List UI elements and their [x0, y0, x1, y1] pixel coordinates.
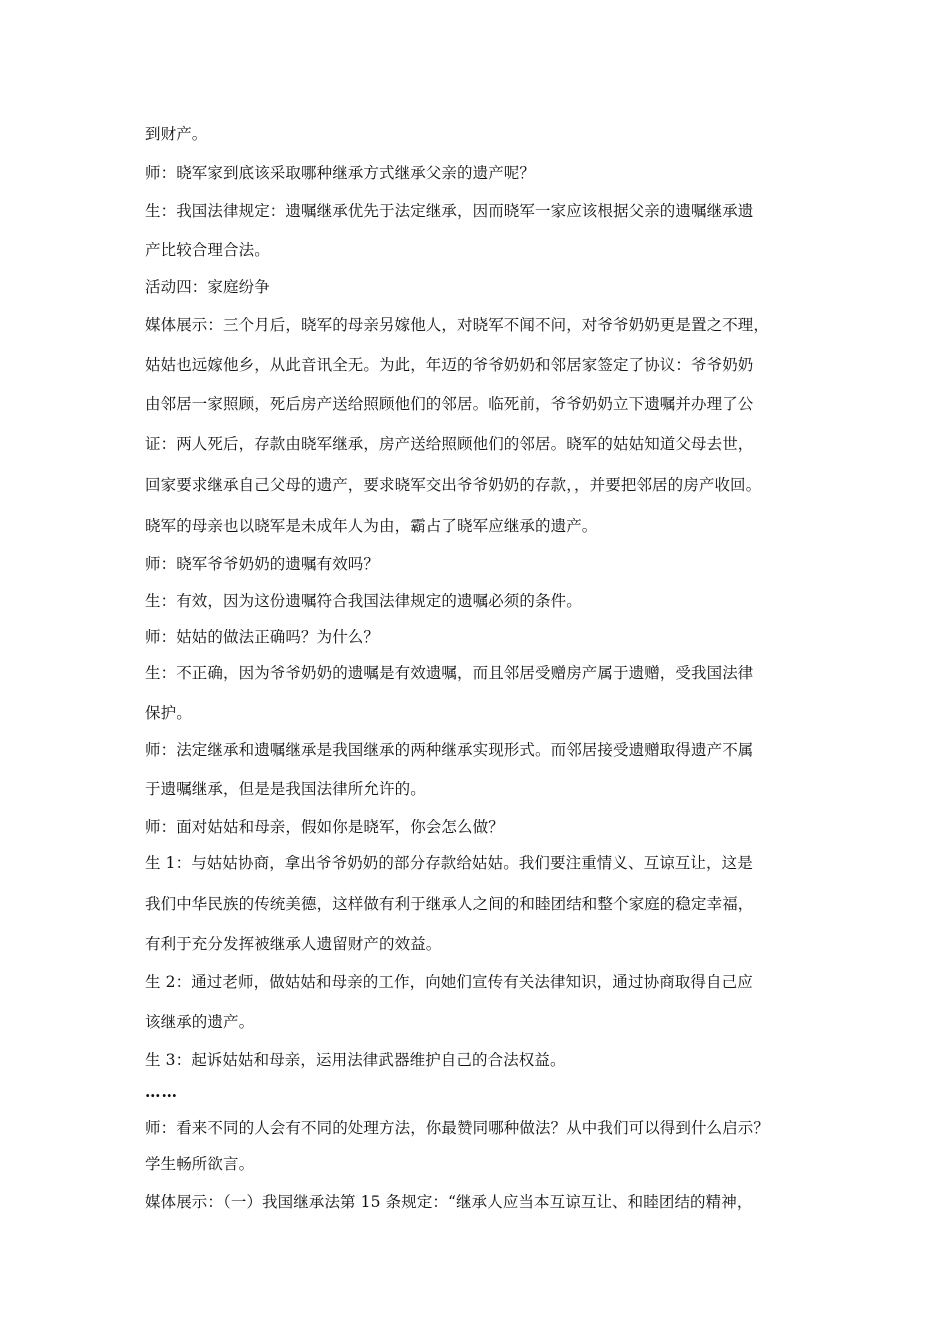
- text-line: 于遗嘱继承，但是是我国法律所允许的。: [145, 780, 426, 798]
- text-line: 由邻居一家照顾，死后房产送给照顾他们的邻居。临死前，爷爷奶奶立下遗嘱并办理了公: [145, 395, 754, 413]
- text-line: 回家要求继承自己父母的遗产，要求晓军交出爷爷奶奶的存款，，并要把邻居的房产收回。: [145, 476, 762, 494]
- text-line: 产比较合理合法。: [145, 241, 270, 259]
- text-line: 我们中华民族的传统美德，这样做有利于继承人之间的和睦团结和整个家庭的稳定幸福，: [145, 895, 754, 913]
- text-line: 生：有效，因为这份遗嘱符合我国法律规定的遗嘱必须的条件。: [145, 592, 582, 610]
- text-line: 姑姑也远嫁他乡，从此音讯全无。为此，年迈的爷爷奶奶和邻居家签定了协议：爷爷奶奶: [145, 356, 754, 374]
- text-line: 生：不正确，因为爷爷奶奶的遗嘱是有效遗嘱，而且邻居受赠房产属于遗赠，受我国法律: [145, 664, 754, 682]
- text-line: 生 1：与姑姑协商，拿出爷爷奶奶的部分存款给姑姑。我们要注重情义、互谅互让，这是: [145, 854, 753, 872]
- text-line: 师：姑姑的做法正确吗？为什么？: [145, 628, 380, 646]
- text-line: 学生畅所欲言。: [145, 1155, 255, 1173]
- text-line: 师：面对姑姑和母亲，假如你是晓军，你会怎么做？: [145, 818, 504, 836]
- text-line: 媒体展示：三个月后，晓军的母亲另嫁他人，对晓军不闻不问，对爷爷奶奶更是置之不理，: [145, 316, 770, 334]
- text-line: 活动四：家庭纷争: [145, 278, 270, 296]
- text-line: 师：看来不同的人会有不同的处理方法，你最赞同哪种做法？从中我们可以得到什么启示？: [145, 1119, 770, 1137]
- text-line: 生 2：通过老师，做姑姑和母亲的工作，向她们宣传有关法律知识，通过协商取得自己应: [145, 973, 753, 991]
- text-line: 师：晓军家到底该采取哪种继承方式继承父亲的遗产呢？: [145, 164, 536, 182]
- text-line: 师：法定继承和遗嘱继承是我国继承的两种继承实现形式。而邻居接受遗赠取得遗产不属: [145, 741, 754, 759]
- text-line: 媒体展示：（一）我国继承法第 15 条规定：“继承人应当本互谅互让、和睦团结的精神，: [145, 1193, 753, 1211]
- text-line: 证：两人死后，存款由晓军继承，房产送给照顾他们的邻居。晓军的姑姑知道父母去世，: [145, 435, 754, 453]
- text-line: 到财产。: [145, 125, 208, 143]
- ellipsis: ……: [145, 1082, 178, 1101]
- text-line: 该继承的遗产。: [145, 1013, 255, 1031]
- text-line: 有利于充分发挥被继承人遗留财产的效益。: [145, 935, 442, 953]
- text-line: 师：晓军爷爷奶奶的遗嘱有效吗？: [145, 555, 380, 573]
- text-line: 保护。: [145, 704, 192, 722]
- text-line: 生：我国法律规定：遗嘱继承优先于法定继承，因而晓军一家应该根据父亲的遗嘱继承遗: [145, 202, 754, 220]
- text-line: 生 3：起诉姑姑和母亲，运用法律武器维护自己的合法权益。: [145, 1051, 566, 1069]
- text-line: 晓军的母亲也以晓军是未成年人为由，霸占了晓军应继承的遗产。: [145, 517, 598, 535]
